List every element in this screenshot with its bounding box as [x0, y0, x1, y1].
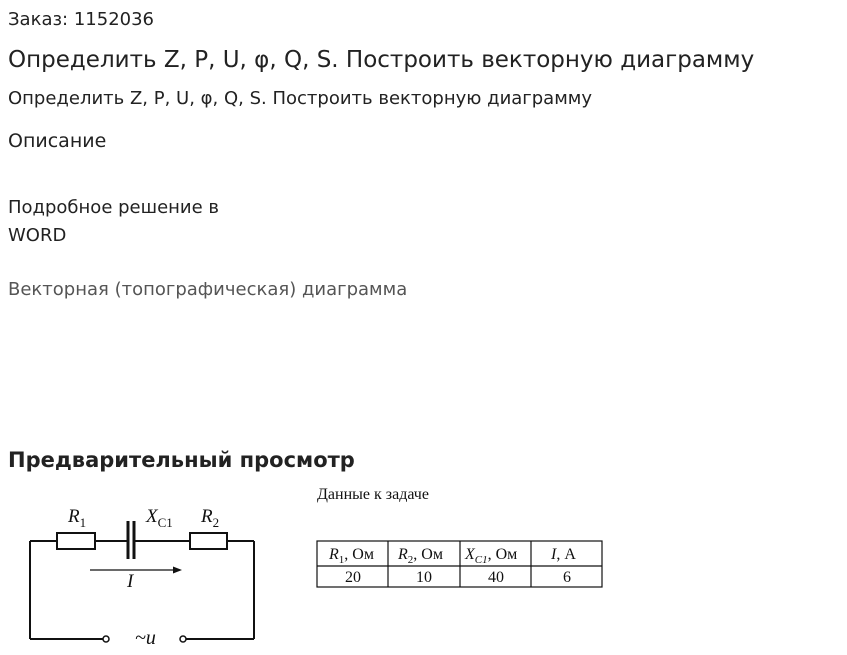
table-value-r2: 10	[416, 569, 432, 586]
voltage-label: ~u	[135, 627, 156, 649]
description-heading: Описание	[8, 130, 107, 152]
order-value: 1152036	[73, 9, 155, 30]
page-title: Определить Z, P, U, φ, Q, S. Построить векторную диаграмму	[8, 47, 755, 73]
page-subtitle: Определить Z, P, U, φ, Q, S. Построить векторную диаграмму	[8, 88, 593, 109]
preview-heading: Предварительный просмотр	[8, 448, 355, 472]
solution-note	[8, 194, 219, 250]
resistor-r2	[190, 533, 227, 549]
solution-note-line1: Подробное решение в	[8, 197, 220, 218]
vector-diagram-note: Векторная (топографическая) диаграмма	[8, 279, 408, 300]
resistor-r1	[57, 533, 95, 549]
preview-image	[0, 480, 847, 655]
r1-label: $R_1$	[68, 506, 87, 530]
data-caption: Данные к задаче	[317, 486, 429, 503]
current-arrow-head	[173, 567, 182, 574]
table-value-r1: 20	[345, 569, 361, 586]
solution-note-line2: WORD	[8, 225, 67, 246]
current-label: I	[127, 571, 134, 592]
table-header-r2: $R_2$, Ом	[398, 546, 443, 566]
order-number	[8, 9, 154, 30]
circuit-diagram	[30, 521, 254, 642]
terminal	[103, 636, 109, 642]
r2-label: $R_2$	[201, 506, 220, 530]
xc1-label: $X_{C1}$	[146, 506, 173, 530]
table-value-i: 6	[563, 569, 571, 586]
table-header-r1: $R_1$, Ом	[329, 546, 374, 566]
terminal	[180, 636, 186, 642]
table-header-i: I, А	[551, 546, 576, 563]
table-value-xc1: 40	[488, 569, 504, 586]
order-label: Заказ:	[8, 9, 69, 30]
table-header-xc1: $X_{C1}$, Ом	[465, 546, 518, 566]
